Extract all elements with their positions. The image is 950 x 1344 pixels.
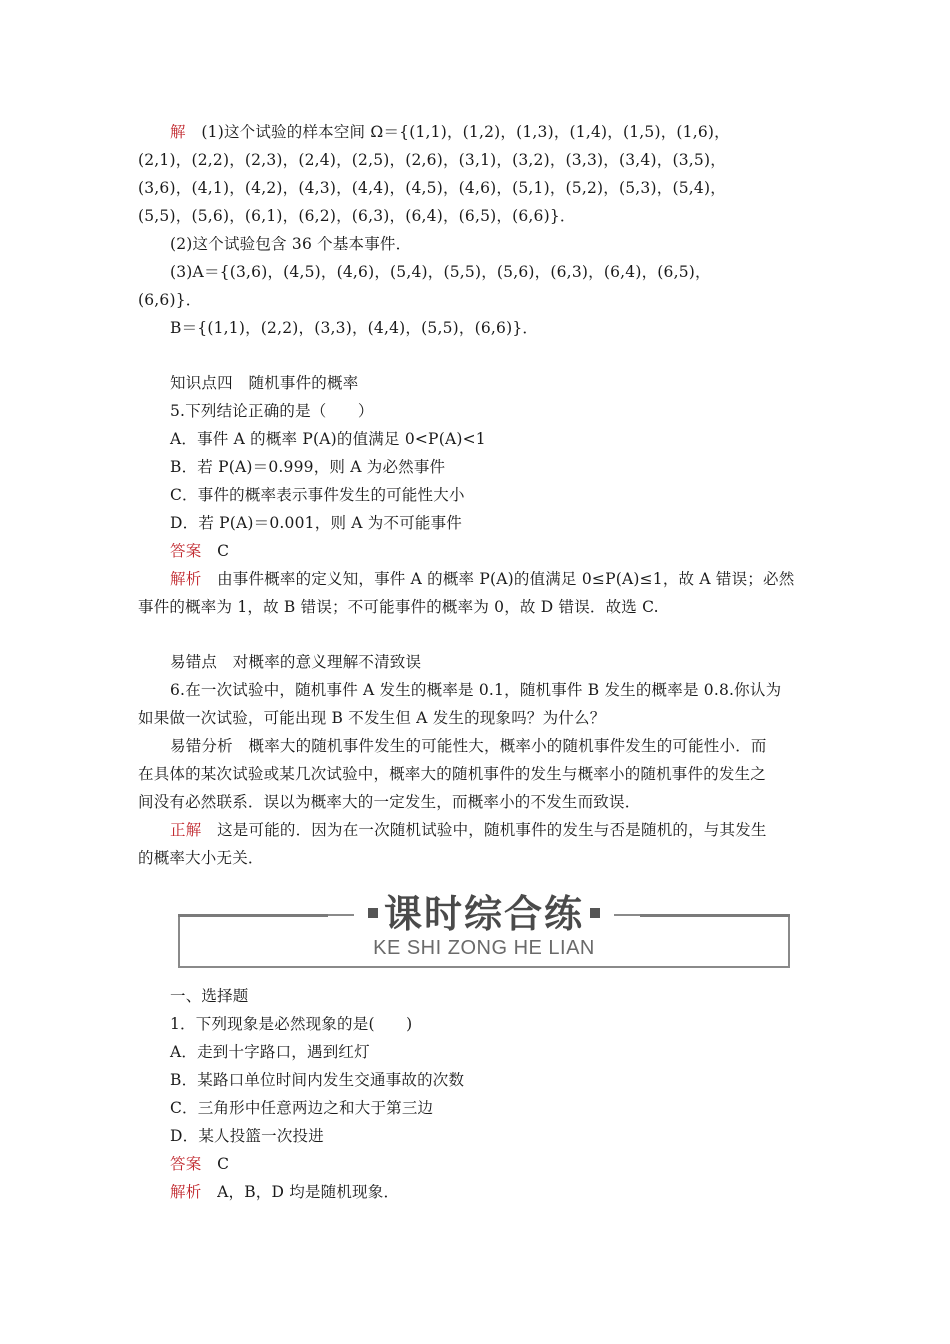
analysis-text-1: 由事件概率的定义知，事件 A 的概率 P(A)的值满足 0≤P(A)≤1，故 A 错误；必然 bbox=[201, 570, 795, 588]
question-5: 5.下列结论正确的是（ ） bbox=[170, 402, 374, 420]
analysis-label: 解析 bbox=[170, 570, 202, 588]
solution-line-7: (6,6)}． bbox=[138, 291, 202, 309]
solution-line-8: B＝{(1,1)，(2,2)，(3,3)，(4,4)，(5,5)，(6,6)}． bbox=[170, 319, 539, 337]
correct-label: 正解 bbox=[170, 821, 202, 839]
correct-solution-line-1 bbox=[170, 820, 767, 840]
exercise-section-title: 一、选择题 bbox=[170, 987, 249, 1005]
exercise-question-1: 1．下列现象是必然现象的是( ) bbox=[170, 1015, 413, 1033]
solution-label: 解 bbox=[170, 123, 186, 141]
solution-line-3: (3,6)，(4,1)，(4,2)，(4,3)，(4,4)，(4,5)，(4,6)，(5,1)，(5,2)，(5,3)，(5,4)， bbox=[138, 179, 726, 197]
q5-analysis-line-2: 事件的概率为 1，故 B 错误；不可能事件的概率为 0，故 D 错误．故选 C. bbox=[138, 598, 659, 616]
solution-line-2: (2,1)，(2,2)，(2,3)，(2,4)，(2,5)，(2,6)，(3,1)，(3,2)，(3,3)，(3,4)，(3,5)， bbox=[138, 151, 726, 169]
q5-analysis-line-1 bbox=[170, 569, 794, 589]
q5-option-d: D．若 P(A)＝0.001，则 A 为不可能事件 bbox=[170, 514, 462, 532]
correct-solution-line-2: 的概率大小无关． bbox=[138, 849, 264, 867]
q5-option-a: A．事件 A 的概率 P(A)的值满足 0<P(A)<1 bbox=[170, 430, 486, 448]
error-heading: 易错点 对概率的意义理解不清致误 bbox=[170, 653, 422, 671]
error-analysis-line-2: 在具体的某次试验或某几次试验中，概率大的随机事件的发生与概率小的随机事件的发生之 bbox=[138, 765, 767, 783]
ex1-analysis bbox=[170, 1182, 399, 1202]
correct-text-1: 这是可能的．因为在一次随机试验中，随机事件的发生与否是随机的，与其发生 bbox=[201, 821, 767, 839]
q5-option-c: C．事件的概率表示事件发生的可能性大小 bbox=[170, 486, 465, 504]
answer-value: C bbox=[201, 542, 230, 560]
error-analysis-line-3: 间没有必然联系．误以为概率大的一定发生，而概率小的不发生而致误． bbox=[138, 793, 641, 811]
answer-label: 答案 bbox=[170, 542, 202, 560]
q5-option-b: B．若 P(A)＝0.999，则 A 为必然事件 bbox=[170, 458, 446, 476]
solution-line-4: (5,5)，(5,6)，(6,1)，(6,2)，(6,3)，(6,4)，(6,5)，(6,6)}． bbox=[138, 207, 576, 225]
section-banner bbox=[178, 888, 790, 970]
ex1-option-c: C．三角形中任意两边之和大于第三边 bbox=[170, 1099, 434, 1117]
square-bullet-icon bbox=[368, 908, 378, 918]
ex1-analysis-value: A，B，D 均是随机现象． bbox=[201, 1183, 400, 1201]
question-6-line-1: 6.在一次试验中，随机事件 A 发生的概率是 0.1，随机事件 B 发生的概率是 0.8.你认为 bbox=[170, 681, 782, 699]
question-6-line-2: 如果做一次试验，可能出现 B 不发生但 A 发生的现象吗？为什么？ bbox=[138, 709, 606, 727]
error-analysis-line-1: 易错分析 概率大的随机事件发生的可能性大，概率小的随机事件发生的可能性小．而 bbox=[170, 737, 767, 755]
knowledge-heading: 知识点四 随机事件的概率 bbox=[170, 374, 359, 392]
ex1-answer bbox=[170, 1154, 229, 1174]
banner-title bbox=[178, 888, 790, 940]
solution-line-5: (2)这个试验包含 36 个基本事件． bbox=[170, 235, 412, 253]
ex1-analysis-label: 解析 bbox=[170, 1183, 202, 1201]
q5-answer bbox=[170, 541, 229, 561]
solution-line-6: (3)A＝{(3,6)，(4,5)，(4,6)，(5,4)，(5,5)，(5,6)，(6,3)，(6,4)，(6,5)， bbox=[170, 263, 711, 281]
ex1-option-b: B．某路口单位时间内发生交通事故的次数 bbox=[170, 1071, 465, 1089]
banner-title-text: 课时综合练 bbox=[383, 892, 584, 936]
solution-line-1 bbox=[170, 122, 730, 142]
ex1-answer-label: 答案 bbox=[170, 1155, 202, 1173]
square-bullet-icon bbox=[590, 908, 600, 918]
banner-subtitle: KE SHI ZONG HE LIAN bbox=[373, 937, 595, 959]
ex1-option-d: D．某人投篮一次投进 bbox=[170, 1127, 324, 1145]
ex1-option-a: A．走到十字路口，遇到红灯 bbox=[170, 1043, 370, 1061]
solution-text-1: (1)这个试验的样本空间 Ω＝{(1,1)，(1,2)，(1,3)，(1,4)，(1,5)，(1,6)， bbox=[185, 123, 730, 141]
ex1-answer-value: C bbox=[201, 1155, 230, 1173]
